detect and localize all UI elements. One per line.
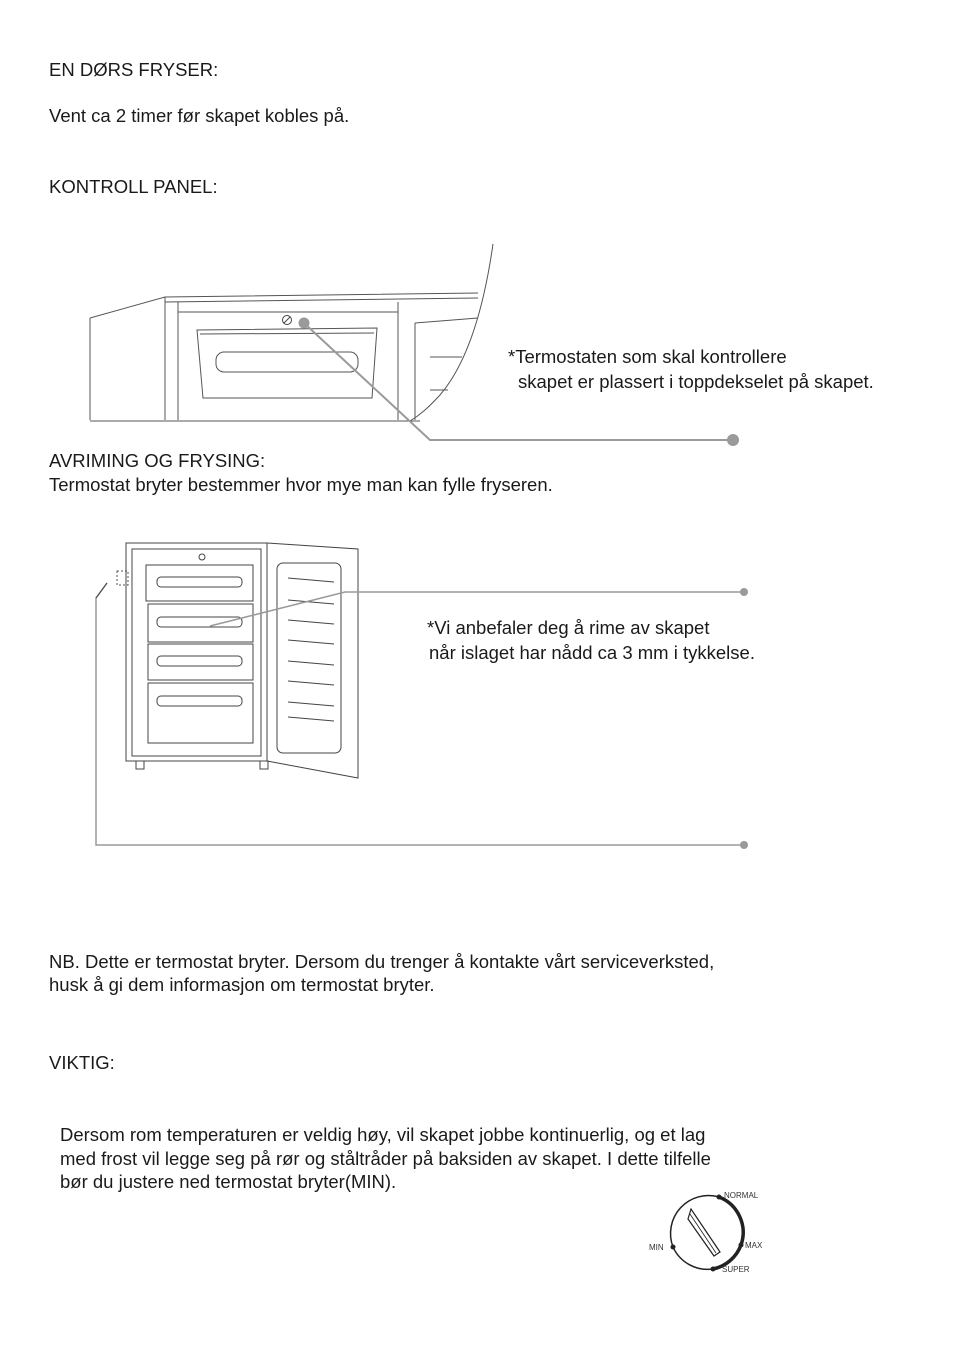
viktig-text-line2: med frost vil legge seg på rør og ståltråder på baksiden av skapet. I dette tilfelle [60, 1148, 711, 1169]
thermostat-dial-icon [671, 1195, 744, 1272]
viktig-text-line3: bør du justere ned termostat bryter(MIN). [60, 1171, 397, 1192]
viktig-text-line1: Dersom rom temperaturen er veldig høy, vil skapet jobbe kontinuerlig, og et lag [60, 1124, 706, 1145]
dial-label-max: MAX [745, 1241, 763, 1250]
heading-viktig: VIKTIG: [49, 1052, 115, 1073]
nb-text-line2: husk å gi dem informasjon om termostat bryter. [49, 974, 435, 995]
dial-label-normal: NORMAL [724, 1191, 759, 1200]
heading-kontroll-panel: KONTROLL PANEL: [49, 176, 218, 197]
vent-text: Vent ca 2 timer før skapet kobles på. [49, 105, 350, 126]
dial-label-min: MIN [649, 1243, 664, 1252]
note-termostat-line1: *Termostaten som skal kontrollere [508, 346, 787, 367]
nb-text-line1: NB. Dette er termostat bryter. Dersom du trenger å kontakte vårt serviceverksted, [49, 951, 715, 972]
note-rime-line2: når islaget har nådd ca 3 mm i tykkelse. [429, 642, 755, 663]
note-rime-line1: *Vi anbefaler deg å rime av skapet [427, 617, 710, 638]
note-termostat-line2: skapet er plassert i toppdekselet på skapet. [518, 371, 874, 392]
avriming-text: Termostat bryter bestemmer hvor mye man kan fylle fryseren. [49, 474, 553, 495]
heading-en-dors-fryser: EN DØRS FRYSER: [49, 59, 219, 80]
heading-avriming: AVRIMING OG FRYSING: [49, 450, 266, 471]
dial-label-super: SUPER [722, 1265, 750, 1274]
